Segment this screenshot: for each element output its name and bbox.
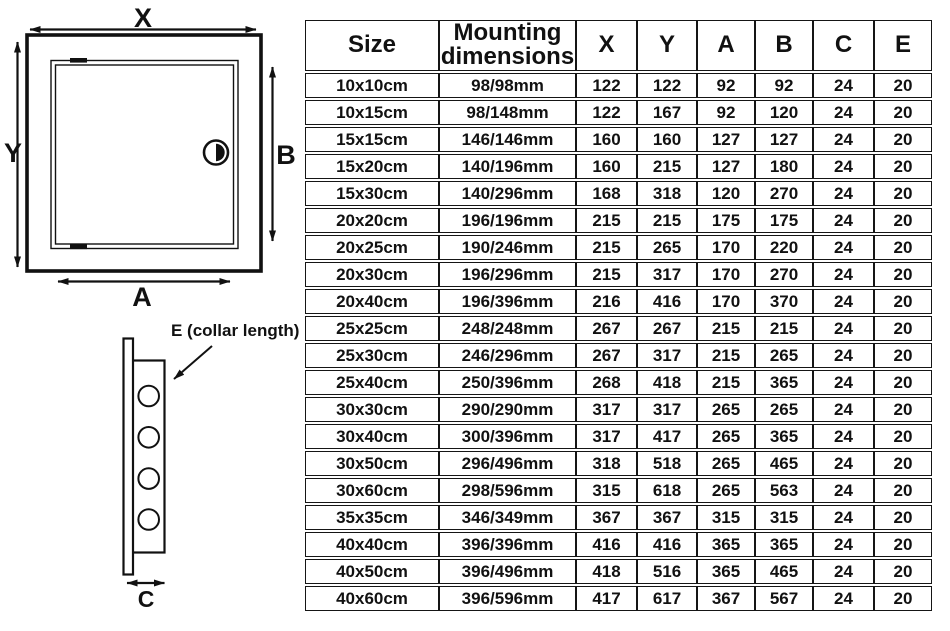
hinge-top-icon — [70, 58, 87, 63]
table-cell: 317 — [637, 397, 697, 422]
table-cell: 20 — [874, 154, 932, 179]
table-cell: 127 — [697, 127, 755, 152]
table-cell: 365 — [755, 532, 813, 557]
table-cell: 24 — [813, 532, 874, 557]
table-cell: 175 — [697, 208, 755, 233]
table-cell: 20 — [874, 505, 932, 530]
table-cell: 196/296mm — [439, 262, 576, 287]
door-height-label: B — [276, 140, 296, 170]
table-cell: 20 — [874, 100, 932, 125]
table-cell: 146/146mm — [439, 127, 576, 152]
table-cell: 170 — [697, 289, 755, 314]
table-cell: 122 — [576, 73, 637, 98]
table-cell: 215 — [576, 235, 637, 260]
table-cell: 20 — [874, 451, 932, 476]
table-cell: 160 — [576, 127, 637, 152]
table-cell: 318 — [637, 181, 697, 206]
table-cell: 250/396mm — [439, 370, 576, 395]
collar-hole-1 — [138, 386, 159, 407]
table-cell: 20 — [874, 73, 932, 98]
table-cell: 20 — [874, 559, 932, 584]
table-cell: 265 — [637, 235, 697, 260]
table-cell: 24 — [813, 262, 874, 287]
side-view — [124, 339, 213, 584]
table-cell: 92 — [755, 73, 813, 98]
table-cell: 370 — [755, 289, 813, 314]
table-row — [305, 370, 932, 395]
table-cell: 20 — [874, 397, 932, 422]
table-cell: 367 — [576, 505, 637, 530]
table-cell: 618 — [637, 478, 697, 503]
table-cell: 35x35cm — [305, 505, 439, 530]
table-cell: 367 — [637, 505, 697, 530]
table-cell: 30x40cm — [305, 424, 439, 449]
table-cell: 396/596mm — [439, 586, 576, 611]
table-cell: 30x50cm — [305, 451, 439, 476]
table-cell: 248/248mm — [439, 316, 576, 341]
table-cell: 268 — [576, 370, 637, 395]
table-cell: 20 — [874, 262, 932, 287]
table-row — [305, 73, 932, 98]
table-cell: 20 — [874, 343, 932, 368]
table-cell: 265 — [697, 397, 755, 422]
table-cell: 170 — [697, 235, 755, 260]
front-view — [18, 30, 273, 282]
table-cell: 418 — [576, 559, 637, 584]
table-row — [305, 424, 932, 449]
table-cell: 265 — [755, 343, 813, 368]
table-cell: 20 — [874, 424, 932, 449]
table-cell: 416 — [576, 532, 637, 557]
table-cell: 246/296mm — [439, 343, 576, 368]
table-cell: 617 — [637, 586, 697, 611]
depth-label: C — [137, 586, 155, 612]
table-cell: 563 — [755, 478, 813, 503]
table-cell: 265 — [697, 424, 755, 449]
table-cell: 215 — [576, 208, 637, 233]
table-cell: 215 — [697, 343, 755, 368]
table-cell: 25x25cm — [305, 316, 439, 341]
table-row — [305, 478, 932, 503]
table-cell: 265 — [697, 478, 755, 503]
table-cell: 216 — [576, 289, 637, 314]
table-cell: 10x15cm — [305, 100, 439, 125]
collar-pointer-arrow — [174, 346, 212, 379]
dimensions-table-container — [305, 18, 932, 613]
table-cell: 196/396mm — [439, 289, 576, 314]
table-cell: 317 — [637, 343, 697, 368]
table-cell: 122 — [637, 73, 697, 98]
table-cell: 24 — [813, 73, 874, 98]
table-row — [305, 127, 932, 152]
table-row — [305, 181, 932, 206]
table-cell: 180 — [755, 154, 813, 179]
table-cell: 215 — [697, 316, 755, 341]
table-cell: 365 — [697, 532, 755, 557]
table-row — [305, 289, 932, 314]
table-cell: 24 — [813, 397, 874, 422]
table-cell: 10x10cm — [305, 73, 439, 98]
table-cell: 127 — [755, 127, 813, 152]
table-cell: 365 — [755, 424, 813, 449]
table-cell: 267 — [576, 316, 637, 341]
table-row — [305, 586, 932, 611]
face-plate — [124, 339, 134, 575]
table-row — [305, 154, 932, 179]
table-cell: 170 — [697, 262, 755, 287]
table-cell: 20 — [874, 181, 932, 206]
table-cell: 25x40cm — [305, 370, 439, 395]
table-cell: 24 — [813, 316, 874, 341]
table-cell: 215 — [576, 262, 637, 287]
table-cell: 24 — [813, 424, 874, 449]
table-cell: 270 — [755, 262, 813, 287]
table-cell: 290/290mm — [439, 397, 576, 422]
table-cell: 365 — [697, 559, 755, 584]
table-row — [305, 208, 932, 233]
table-cell: 298/596mm — [439, 478, 576, 503]
table-cell: 24 — [813, 208, 874, 233]
table-cell: 120 — [755, 100, 813, 125]
table-cell: 265 — [697, 451, 755, 476]
table-cell: 24 — [813, 343, 874, 368]
table-cell: 365 — [755, 370, 813, 395]
table-cell: 315 — [755, 505, 813, 530]
table-cell: 140/296mm — [439, 181, 576, 206]
table-row — [305, 235, 932, 260]
table-cell: 168 — [576, 181, 637, 206]
panel-technical-drawing — [0, 0, 305, 631]
table-cell: 167 — [637, 100, 697, 125]
table-cell: 518 — [637, 451, 697, 476]
table-cell: 465 — [755, 559, 813, 584]
table-cell: 215 — [637, 154, 697, 179]
table-cell: 20x30cm — [305, 262, 439, 287]
table-cell: 346/349mm — [439, 505, 576, 530]
table-cell: 20 — [874, 316, 932, 341]
table-cell: 220 — [755, 235, 813, 260]
table-cell: 270 — [755, 181, 813, 206]
table-cell: 24 — [813, 154, 874, 179]
door-width-label: A — [132, 282, 152, 312]
table-cell: 20 — [874, 586, 932, 611]
table-cell: 24 — [813, 478, 874, 503]
table-cell: 417 — [576, 586, 637, 611]
table-cell: 40x60cm — [305, 586, 439, 611]
table-cell: 416 — [637, 289, 697, 314]
hinge-bottom-icon — [70, 245, 87, 250]
table-cell: 122 — [576, 100, 637, 125]
table-cell: 267 — [637, 316, 697, 341]
dimensions-table-body — [305, 73, 932, 611]
table-cell: 120 — [697, 181, 755, 206]
table-cell: 300/396mm — [439, 424, 576, 449]
header-y: Y — [637, 20, 697, 71]
table-cell: 24 — [813, 586, 874, 611]
dimensions-table — [305, 18, 932, 613]
table-cell: 215 — [697, 370, 755, 395]
table-cell: 40x40cm — [305, 532, 439, 557]
table-cell: 317 — [576, 397, 637, 422]
collar-hole-3 — [138, 468, 159, 489]
table-cell: 20x40cm — [305, 289, 439, 314]
table-cell: 20x25cm — [305, 235, 439, 260]
table-row — [305, 343, 932, 368]
table-cell: 175 — [755, 208, 813, 233]
table-cell: 15x15cm — [305, 127, 439, 152]
table-cell: 567 — [755, 586, 813, 611]
table-cell: 396/496mm — [439, 559, 576, 584]
header-b: B — [755, 20, 813, 71]
table-cell: 30x30cm — [305, 397, 439, 422]
table-cell: 265 — [755, 397, 813, 422]
table-cell: 318 — [576, 451, 637, 476]
header-e: E — [874, 20, 932, 71]
table-cell: 24 — [813, 181, 874, 206]
table-cell: 417 — [637, 424, 697, 449]
table-cell: 15x20cm — [305, 154, 439, 179]
table-cell: 20 — [874, 127, 932, 152]
table-cell: 190/246mm — [439, 235, 576, 260]
table-cell: 24 — [813, 127, 874, 152]
table-cell: 196/196mm — [439, 208, 576, 233]
table-cell: 40x50cm — [305, 559, 439, 584]
table-row — [305, 451, 932, 476]
table-cell: 317 — [576, 424, 637, 449]
table-cell: 24 — [813, 370, 874, 395]
table-cell: 315 — [576, 478, 637, 503]
table-cell: 24 — [813, 451, 874, 476]
header-size: Size — [305, 20, 439, 71]
table-cell: 92 — [697, 100, 755, 125]
header-mounting-dimensions: Mounting dimensions — [440, 20, 575, 71]
table-cell: 367 — [697, 586, 755, 611]
table-row — [305, 532, 932, 557]
table-cell: 160 — [576, 154, 637, 179]
table-cell: 20x20cm — [305, 208, 439, 233]
table-row — [305, 262, 932, 287]
table-cell: 20 — [874, 478, 932, 503]
table-header-row — [305, 20, 932, 71]
table-cell: 20 — [874, 235, 932, 260]
collar-length-label: E (collar length) — [171, 321, 300, 340]
table-cell: 516 — [637, 559, 697, 584]
table-row — [305, 100, 932, 125]
collar-hole-4 — [138, 509, 159, 530]
table-cell: 24 — [813, 235, 874, 260]
front-height-label: Y — [3, 138, 23, 168]
table-cell: 396/396mm — [439, 532, 576, 557]
table-cell: 317 — [637, 262, 697, 287]
table-cell: 98/98mm — [439, 73, 576, 98]
table-cell: 315 — [697, 505, 755, 530]
table-cell: 20 — [874, 208, 932, 233]
table-cell: 140/196mm — [439, 154, 576, 179]
table-cell: 465 — [755, 451, 813, 476]
table-cell: 160 — [637, 127, 697, 152]
table-cell: 267 — [576, 343, 637, 368]
header-x: X — [576, 20, 637, 71]
table-cell: 24 — [813, 505, 874, 530]
table-cell: 15x30cm — [305, 181, 439, 206]
table-row — [305, 559, 932, 584]
front-width-label: X — [133, 3, 153, 33]
table-cell: 24 — [813, 100, 874, 125]
table-cell: 30x60cm — [305, 478, 439, 503]
table-cell: 296/496mm — [439, 451, 576, 476]
table-row — [305, 316, 932, 341]
table-cell: 98/148mm — [439, 100, 576, 125]
table-cell: 25x30cm — [305, 343, 439, 368]
table-cell: 92 — [697, 73, 755, 98]
table-cell: 215 — [637, 208, 697, 233]
table-row — [305, 397, 932, 422]
table-cell: 416 — [637, 532, 697, 557]
table-row — [305, 505, 932, 530]
table-cell: 215 — [755, 316, 813, 341]
table-cell: 20 — [874, 370, 932, 395]
table-cell: 24 — [813, 559, 874, 584]
header-c: C — [813, 20, 874, 71]
table-cell: 20 — [874, 532, 932, 557]
table-cell: 418 — [637, 370, 697, 395]
table-cell: 127 — [697, 154, 755, 179]
table-cell: 20 — [874, 289, 932, 314]
collar-hole-2 — [138, 427, 159, 448]
header-a: A — [697, 20, 755, 71]
table-cell: 24 — [813, 289, 874, 314]
